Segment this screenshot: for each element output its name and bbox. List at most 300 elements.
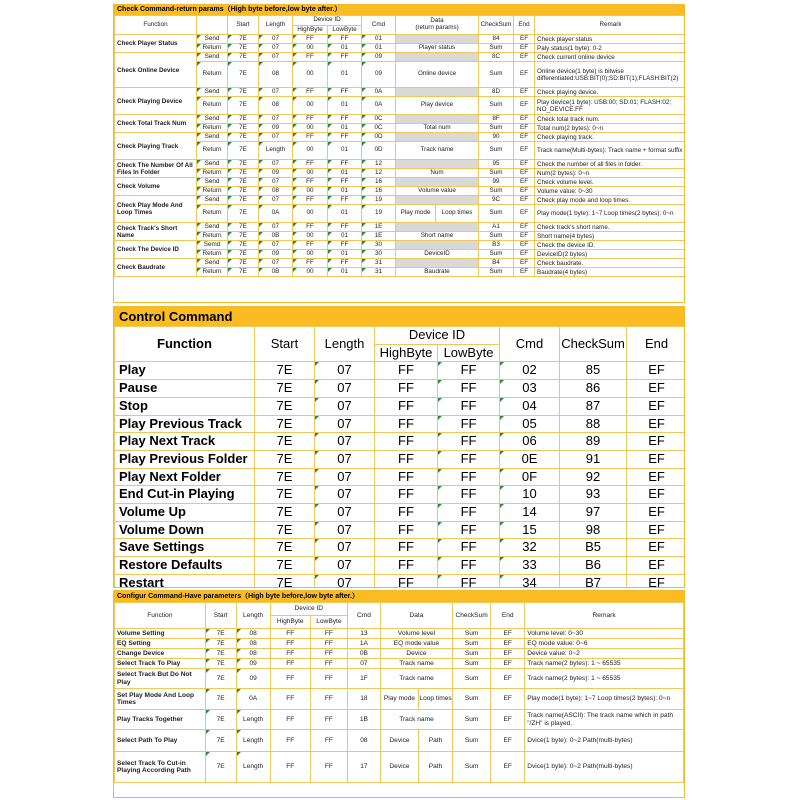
cmd-cell: 07 xyxy=(347,659,380,669)
data-cell: Baudrate xyxy=(396,268,479,277)
length-cell: 07 xyxy=(259,178,293,187)
start-cell: 7E xyxy=(228,133,259,142)
function-name: Play Tracks Together xyxy=(115,710,206,730)
end-cell: EF xyxy=(491,649,525,659)
data-cell-b: Path xyxy=(419,752,453,783)
length-cell: 09 xyxy=(236,659,270,669)
end-cell: EF xyxy=(491,689,525,710)
table-row xyxy=(115,415,686,433)
col-remark: Remark xyxy=(535,16,685,35)
low-byte-cell: FF xyxy=(438,380,500,398)
table-row xyxy=(115,468,686,486)
table-row xyxy=(115,259,686,268)
high-byte-cell: FF xyxy=(270,710,310,730)
remark-cell: Volume level: 0~30 xyxy=(525,629,684,639)
low-byte-cell: FF xyxy=(438,574,500,588)
high-byte-cell: FF xyxy=(375,415,438,433)
direction-cell: Send xyxy=(197,178,228,187)
table-row xyxy=(115,689,684,710)
direction-cell: Send xyxy=(197,35,228,44)
table-row xyxy=(115,752,684,783)
start-cell: 7E xyxy=(255,450,315,468)
cmd-cell: 02 xyxy=(500,362,560,380)
config-command-title: Configur Command-Have parameters（High byte before,low byte after.） xyxy=(114,591,684,602)
remark-cell: DeviceID(2 bytes) xyxy=(535,250,685,259)
checksum-cell: B3 xyxy=(479,241,514,250)
high-byte-cell: FF xyxy=(375,557,438,575)
start-cell: 7E xyxy=(255,468,315,486)
checksum-cell: 86 xyxy=(560,380,627,398)
checksum-cell: Sum xyxy=(479,205,514,223)
cmd-cell: 09 xyxy=(362,53,396,62)
function-name: Volume Up xyxy=(115,504,255,522)
cmd-cell: 1E xyxy=(362,232,396,241)
cmd-cell: 05 xyxy=(500,415,560,433)
end-cell: EF xyxy=(491,752,525,783)
low-byte-cell: FF xyxy=(328,196,362,205)
cmd-cell: 15 xyxy=(500,521,560,539)
direction-cell: Return xyxy=(197,250,228,259)
cmd-cell: 10 xyxy=(500,486,560,504)
high-byte-cell: 00 xyxy=(293,268,328,277)
length-cell: 08 xyxy=(259,62,293,88)
length-cell: Length xyxy=(236,710,270,730)
end-cell: EF xyxy=(514,232,535,241)
end-cell: EF xyxy=(514,187,535,196)
data-placeholder xyxy=(396,259,479,268)
high-byte-cell: FF xyxy=(293,259,328,268)
function-name: Select Track To Cut-in Playing According Path xyxy=(115,752,206,783)
cmd-cell: 1F xyxy=(347,669,380,689)
high-byte-cell: 00 xyxy=(293,232,328,241)
ctrl-col-end: End xyxy=(627,327,685,362)
end-cell: EF xyxy=(627,504,685,522)
low-byte-cell: 01 xyxy=(328,187,362,196)
direction-cell: Return xyxy=(197,142,228,160)
checksum-cell: Sum xyxy=(453,649,491,659)
start-cell: 7E xyxy=(228,160,259,169)
function-name: Play xyxy=(115,362,255,380)
remark-cell: Dvice(1 byte): 0~2 Path(multi-bytes) xyxy=(525,730,684,752)
high-byte-cell: FF xyxy=(293,196,328,205)
high-byte-cell: FF xyxy=(375,521,438,539)
low-byte-cell: 01 xyxy=(328,169,362,178)
low-byte-cell: FF xyxy=(310,649,347,659)
remark-cell: Check playing track. xyxy=(535,133,685,142)
table-row xyxy=(115,187,686,196)
data-cell-b: Loop times xyxy=(436,205,479,223)
remark-cell: Check volume level. xyxy=(535,178,685,187)
end-cell: EF xyxy=(627,362,685,380)
direction-cell: Return xyxy=(197,232,228,241)
ctrl-col-cmd: Cmd xyxy=(500,327,560,362)
length-cell: 0A xyxy=(236,689,270,710)
table-row xyxy=(115,124,686,133)
cfg-col-cmd: Cmd xyxy=(347,603,380,629)
start-cell: 7E xyxy=(255,380,315,398)
cmd-cell: 0E xyxy=(500,450,560,468)
table-row xyxy=(115,205,686,223)
end-cell: EF xyxy=(627,415,685,433)
table-row xyxy=(115,669,684,689)
direction-cell: Return xyxy=(197,62,228,88)
checksum-cell: Sum xyxy=(453,639,491,649)
cfg-col-low-byte: LowByte xyxy=(310,616,347,629)
table-row xyxy=(115,133,686,142)
high-byte-cell: FF xyxy=(270,629,310,639)
low-byte-cell: FF xyxy=(328,160,362,169)
data-cell: Track name xyxy=(380,710,452,730)
table-row xyxy=(115,142,686,160)
table-row xyxy=(115,362,686,380)
low-byte-cell: FF xyxy=(310,752,347,783)
data-placeholder xyxy=(396,241,479,250)
cmd-cell: 0C xyxy=(362,124,396,133)
cmd-cell: 1E xyxy=(362,223,396,232)
length-cell: 08 xyxy=(236,639,270,649)
control-command-table xyxy=(114,326,685,588)
remark-cell: Device value: 0~2 xyxy=(525,649,684,659)
start-cell: 7E xyxy=(255,415,315,433)
length-cell: 07 xyxy=(259,35,293,44)
table-row xyxy=(115,178,686,187)
check-command-title: Check Command-return params（High byte before,low byte after.） xyxy=(114,5,684,15)
end-cell: EF xyxy=(514,88,535,97)
data-cell-a: Play mode xyxy=(396,205,436,223)
remark-cell: Play mode(1 byte): 1~7 Loop times(2 bytes): 0~n xyxy=(535,205,685,223)
col-checksum: CheckSum xyxy=(479,16,514,35)
checksum-cell: 93 xyxy=(560,486,627,504)
high-byte-cell: FF xyxy=(375,433,438,451)
direction-cell: Return xyxy=(197,44,228,53)
length-cell: 07 xyxy=(315,450,375,468)
table-row xyxy=(115,450,686,468)
function-name: Check Online Device xyxy=(115,53,197,88)
start-cell: 7E xyxy=(228,88,259,97)
checksum-cell: Sum xyxy=(479,44,514,53)
function-name: Check Volume xyxy=(115,178,197,196)
low-byte-cell: FF xyxy=(438,397,500,415)
remark-cell: Online device(1 byte) is bitwise differentiated:USB:BIT(0);SD:BIT(1);FLASH:BIT(2) xyxy=(535,62,685,88)
high-byte-cell: FF xyxy=(375,574,438,588)
high-byte-cell: FF xyxy=(375,539,438,557)
low-byte-cell: FF xyxy=(310,659,347,669)
check-command-section xyxy=(113,4,685,303)
end-cell: EF xyxy=(514,250,535,259)
start-cell: 7E xyxy=(205,639,236,649)
table-row xyxy=(115,115,686,124)
remark-cell: Track name(ASCII): The track name which in path "/ZH" is played. xyxy=(525,710,684,730)
checksum-cell: Sum xyxy=(479,97,514,115)
low-byte-cell: FF xyxy=(438,539,500,557)
low-byte-cell: FF xyxy=(328,241,362,250)
start-cell: 7E xyxy=(228,169,259,178)
cmd-cell: 19 xyxy=(362,205,396,223)
start-cell: 7E xyxy=(205,689,236,710)
start-cell: 7E xyxy=(255,557,315,575)
start-cell: 7E xyxy=(228,259,259,268)
col-high-byte: HighByte xyxy=(293,26,328,35)
data-cell: EQ mode value xyxy=(380,639,452,649)
start-cell: 7E xyxy=(255,433,315,451)
low-byte-cell: FF xyxy=(438,521,500,539)
start-cell: 7E xyxy=(228,196,259,205)
start-cell: 7E xyxy=(228,62,259,88)
start-cell: 7E xyxy=(205,669,236,689)
ctrl-col-checksum: CheckSum xyxy=(560,327,627,362)
length-cell: 08 xyxy=(259,97,293,115)
direction-cell: Return xyxy=(197,97,228,115)
cfg-col-length: Length xyxy=(236,603,270,629)
start-cell: 7E xyxy=(255,397,315,415)
high-byte-cell: 00 xyxy=(293,124,328,133)
control-command-title: Control Command xyxy=(114,307,684,326)
function-name: Select Path To Play xyxy=(115,730,206,752)
length-cell: 09 xyxy=(236,669,270,689)
start-cell: 7E xyxy=(205,659,236,669)
table-row xyxy=(115,88,686,97)
length-cell: 09 xyxy=(259,250,293,259)
end-cell: EF xyxy=(514,53,535,62)
data-cell: Player status xyxy=(396,44,479,53)
table-row xyxy=(115,268,686,277)
cmd-cell: 12 xyxy=(362,169,396,178)
checksum-cell: Sum xyxy=(453,730,491,752)
cmd-cell: 32 xyxy=(500,539,560,557)
function-name: Play Previous Track xyxy=(115,415,255,433)
start-cell: 7E xyxy=(228,35,259,44)
end-cell: EF xyxy=(491,730,525,752)
low-byte-cell: 01 xyxy=(328,124,362,133)
col-direction xyxy=(197,16,228,35)
data-cell: Num xyxy=(396,169,479,178)
low-byte-cell: 01 xyxy=(328,205,362,223)
start-cell: 7E xyxy=(255,539,315,557)
cmd-cell: 06 xyxy=(500,433,560,451)
direction-cell: Send xyxy=(197,196,228,205)
remark-cell: Check current online device xyxy=(535,53,685,62)
start-cell: 7E xyxy=(228,268,259,277)
ctrl-col-start: Start xyxy=(255,327,315,362)
end-cell: EF xyxy=(514,241,535,250)
function-name: Select Track But Do Not Play xyxy=(115,669,206,689)
table-row xyxy=(115,639,684,649)
checksum-cell: 91 xyxy=(560,450,627,468)
end-cell: EF xyxy=(514,268,535,277)
config-command-table xyxy=(114,602,684,783)
data-cell-b: Path xyxy=(419,730,453,752)
cmd-cell: 01 xyxy=(362,35,396,44)
direction-cell: Return xyxy=(197,124,228,133)
table-row xyxy=(115,659,684,669)
start-cell: 7E xyxy=(228,250,259,259)
checksum-cell: 85 xyxy=(560,362,627,380)
length-cell: 07 xyxy=(315,362,375,380)
cfg-col-remark: Remark xyxy=(525,603,684,629)
cfg-col-checksum: CheckSum xyxy=(453,603,491,629)
length-cell: 07 xyxy=(315,574,375,588)
length-cell: Length xyxy=(236,730,270,752)
check-command-table xyxy=(114,15,685,277)
end-cell: EF xyxy=(514,142,535,160)
high-byte-cell: FF xyxy=(293,241,328,250)
cmd-cell: 33 xyxy=(500,557,560,575)
function-name: Restore Defaults xyxy=(115,557,255,575)
cfg-col-high-byte: HighByte xyxy=(270,616,310,629)
table-row xyxy=(115,223,686,232)
high-byte-cell: 00 xyxy=(293,62,328,88)
end-cell: EF xyxy=(491,629,525,639)
checksum-cell: 89 xyxy=(560,433,627,451)
start-cell: 7E xyxy=(255,486,315,504)
length-cell: 08 xyxy=(236,649,270,659)
data-cell: DeviceID xyxy=(396,250,479,259)
low-byte-cell: FF xyxy=(438,504,500,522)
function-name: Volume Down xyxy=(115,521,255,539)
data-placeholder xyxy=(396,53,479,62)
low-byte-cell: FF xyxy=(438,433,500,451)
remark-cell: Volume value: 0~30 xyxy=(535,187,685,196)
cmd-cell: 31 xyxy=(362,259,396,268)
cmd-cell: 16 xyxy=(362,187,396,196)
direction-cell: Send xyxy=(197,223,228,232)
remark-cell: Num(2 bytes): 0~n xyxy=(535,169,685,178)
high-byte-cell: FF xyxy=(293,133,328,142)
end-cell: EF xyxy=(514,44,535,53)
low-byte-cell: FF xyxy=(438,362,500,380)
low-byte-cell: FF xyxy=(328,133,362,142)
low-byte-cell: FF xyxy=(310,689,347,710)
length-cell: 07 xyxy=(315,380,375,398)
length-cell: 08 xyxy=(259,187,293,196)
checksum-cell: Sum xyxy=(479,142,514,160)
table-row xyxy=(115,380,686,398)
low-byte-cell: FF xyxy=(310,730,347,752)
low-byte-cell: FF xyxy=(438,557,500,575)
high-byte-cell: FF xyxy=(293,115,328,124)
table-row xyxy=(115,53,686,62)
length-cell: 07 xyxy=(315,415,375,433)
ctrl-col-function: Function xyxy=(115,327,255,362)
function-name: End Cut-in Playing xyxy=(115,486,255,504)
length-cell: 0B xyxy=(259,232,293,241)
data-cell: Volume level xyxy=(380,629,452,639)
high-byte-cell: FF xyxy=(375,397,438,415)
remark-cell: Short name(4 bytes) xyxy=(535,232,685,241)
table-row xyxy=(115,433,686,451)
high-byte-cell: FF xyxy=(293,53,328,62)
col-data: Data (return params) xyxy=(396,16,479,35)
checksum-cell: 84 xyxy=(479,35,514,44)
remark-cell: Baudrate(4 bytes) xyxy=(535,268,685,277)
checksum-cell: Sum xyxy=(479,187,514,196)
remark-cell: Check player status xyxy=(535,35,685,44)
direction-cell: Return xyxy=(197,205,228,223)
start-cell: 7E xyxy=(228,53,259,62)
start-cell: 7E xyxy=(228,115,259,124)
direction-cell: Semd xyxy=(197,241,228,250)
function-name: EQ Setting xyxy=(115,639,206,649)
end-cell: EF xyxy=(491,659,525,669)
length-cell: 07 xyxy=(315,521,375,539)
cmd-cell: 17 xyxy=(347,752,380,783)
function-name: Play Next Track xyxy=(115,433,255,451)
checksum-cell: A1 xyxy=(479,223,514,232)
direction-cell: Return xyxy=(197,187,228,196)
cmd-cell: 0A xyxy=(362,88,396,97)
remark-cell: Check playing device. xyxy=(535,88,685,97)
function-name: Select Track To Play xyxy=(115,659,206,669)
length-cell: 07 xyxy=(259,259,293,268)
high-byte-cell: FF xyxy=(270,649,310,659)
data-cell: Total num xyxy=(396,124,479,133)
length-cell: 07 xyxy=(259,223,293,232)
table-row xyxy=(115,397,686,415)
table-row xyxy=(115,97,686,115)
start-cell: 7E xyxy=(205,649,236,659)
checksum-cell: Sum xyxy=(479,250,514,259)
length-cell: 07 xyxy=(315,539,375,557)
function-name: Play Next Folder xyxy=(115,468,255,486)
start-cell: 7E xyxy=(255,504,315,522)
cmd-cell: 0A xyxy=(362,97,396,115)
table-row xyxy=(115,62,686,88)
length-cell: 07 xyxy=(315,468,375,486)
ctrl-col-high-byte: HighByte xyxy=(375,344,438,362)
low-byte-cell: FF xyxy=(328,178,362,187)
remark-cell: Track name(2 bytes): 1 ~ 65535 xyxy=(525,669,684,689)
direction-cell: Send xyxy=(197,88,228,97)
checksum-cell: Sum xyxy=(453,629,491,639)
checksum-cell: B6 xyxy=(560,557,627,575)
length-cell: Length xyxy=(259,142,293,160)
col-end: End xyxy=(514,16,535,35)
high-byte-cell: FF xyxy=(375,504,438,522)
low-byte-cell: 01 xyxy=(328,44,362,53)
function-name: Check Track's Short Name xyxy=(115,223,197,241)
direction-cell: Send xyxy=(197,133,228,142)
end-cell: EF xyxy=(627,380,685,398)
high-byte-cell: 00 xyxy=(293,97,328,115)
function-name: Check Playing Track xyxy=(115,133,197,160)
remark-cell: EQ mode value: 0~6 xyxy=(525,639,684,649)
start-cell: 7E xyxy=(228,178,259,187)
data-placeholder xyxy=(396,115,479,124)
ctrl-col-length: Length xyxy=(315,327,375,362)
table-row xyxy=(115,486,686,504)
cmd-cell: 0C xyxy=(362,115,396,124)
high-byte-cell: FF xyxy=(270,752,310,783)
cmd-cell: 09 xyxy=(362,62,396,88)
control-command-rows xyxy=(115,362,686,588)
end-cell: EF xyxy=(627,468,685,486)
table-row xyxy=(115,629,684,639)
data-cell: Online device xyxy=(396,62,479,88)
high-byte-cell: FF xyxy=(293,160,328,169)
length-cell: 07 xyxy=(315,397,375,415)
col-length: Length xyxy=(259,16,293,35)
checksum-cell: Sum xyxy=(479,268,514,277)
start-cell: 7E xyxy=(205,730,236,752)
start-cell: 7E xyxy=(228,241,259,250)
data-placeholder xyxy=(396,35,479,44)
config-command-rows xyxy=(115,629,684,783)
table-row xyxy=(115,504,686,522)
function-name: Change Device xyxy=(115,649,206,659)
function-name: Check Player Status xyxy=(115,35,197,53)
end-cell: EF xyxy=(514,205,535,223)
data-cell: Short name xyxy=(396,232,479,241)
